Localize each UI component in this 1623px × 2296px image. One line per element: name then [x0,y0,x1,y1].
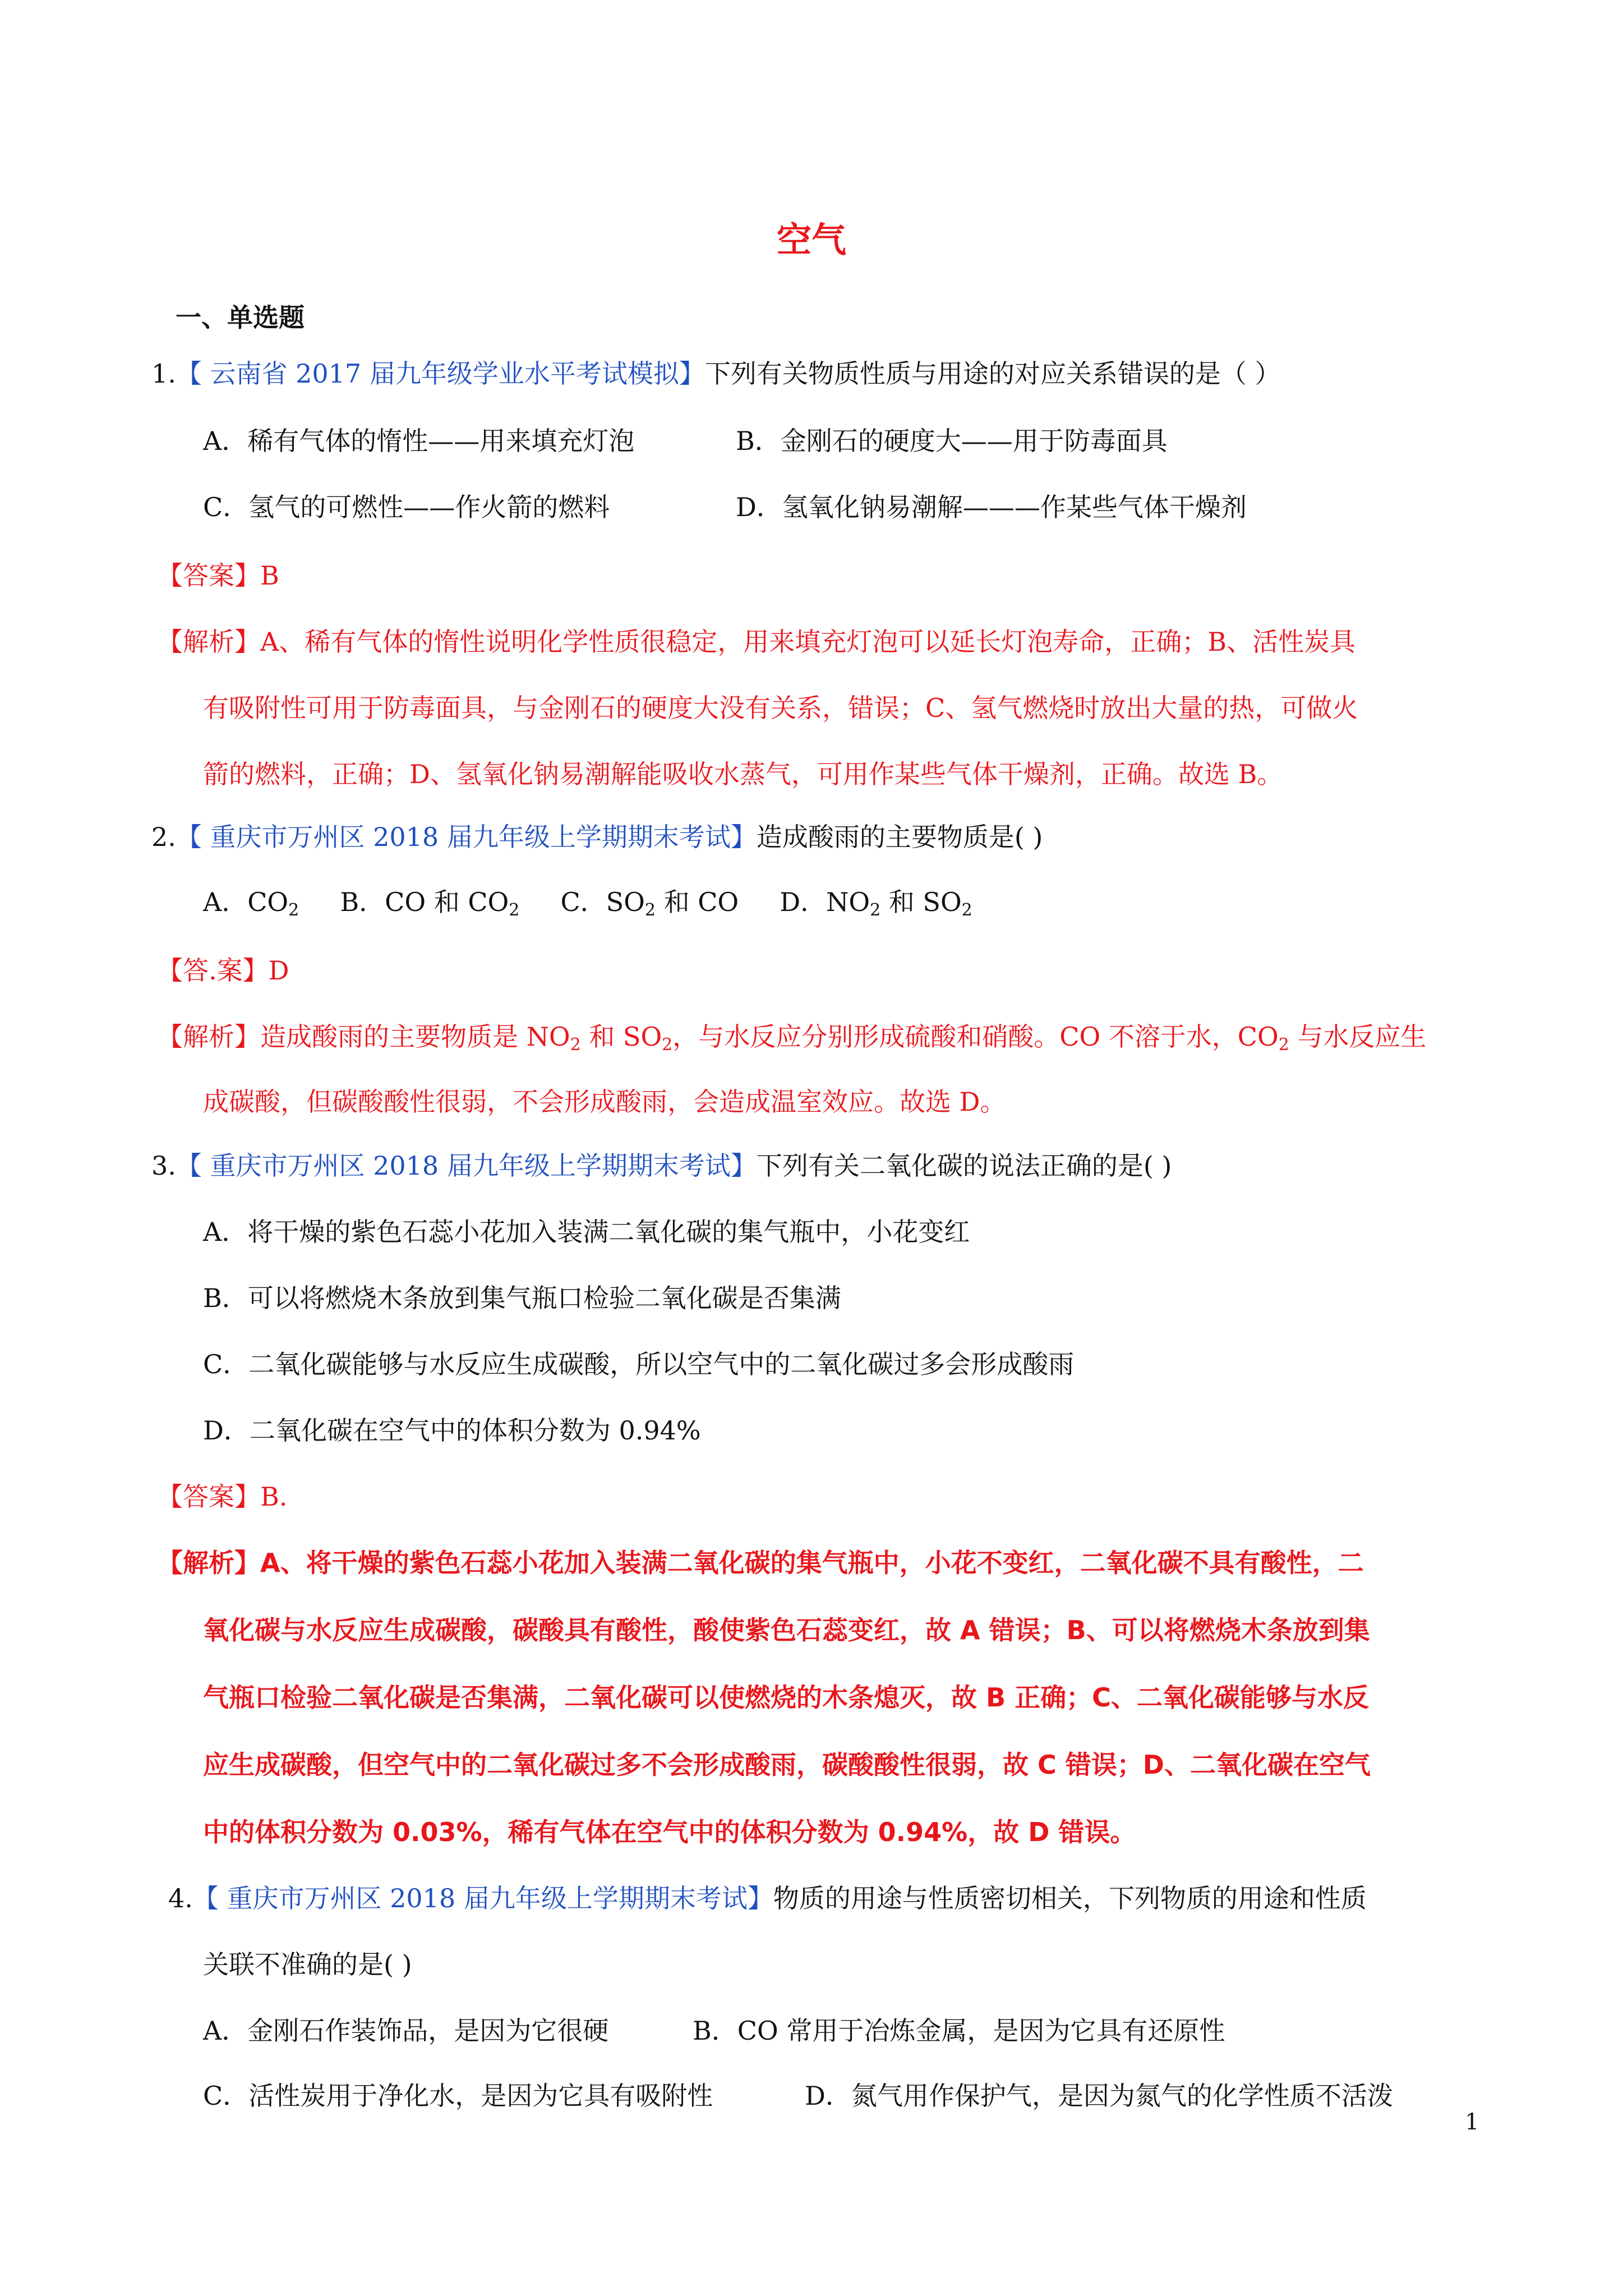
question-number: 3. [151,1151,176,1181]
question-4 [168,1881,1367,1915]
option-a: A．金刚石作装饰品，是因为它很硬 [203,2016,609,2046]
option-c: C．活性炭用于净化水，是因为它具有吸附性 [203,2081,713,2111]
analysis-line [157,1546,1364,1580]
answer-line [157,1480,287,1513]
analysis-label: 【解析】 [157,1022,260,1052]
option-d: D．氮气用作保护气，是因为氮气的化学性质不活泼 [805,2081,1393,2111]
option-a: A．稀有气体的惰性——用来填充灯泡 [203,426,635,456]
answer-line [157,559,279,592]
option-b: B．CO 和 $CO_2$ [340,887,520,920]
question-number: 2. [151,822,176,852]
analysis-label: 【解析】 [157,627,260,657]
option-c: C．$SO_2$ 和 CO [560,887,739,920]
analysis-line [157,625,1355,659]
analysis-text: A、将干燥的紫色石蕊小花加入装满二氧化碳的集气瓶中，小花不变红，二氧化碳不具有酸性，二 [260,1548,1364,1578]
answer-value: D [268,955,289,986]
analysis-line: 【解析】造成酸雨的主要物质是 $NO_2$ 和 $SO_2$，与水反应分别形成硫酸和硝酸。CO 不溶于水，$CO_2$ 与水反应生 [157,1022,1427,1055]
option-d: D．二氧化碳在空气中的体积分数为 0.94% [203,1415,701,1446]
question-stem: 下列有关二氧化碳的说法正确的是( ) [756,1151,1172,1181]
question-source: 【 云南省 2017 届九年级学业水平考试模拟】 [176,358,705,389]
analysis-text: 成碳酸，但碳酸酸性很弱，不会形成酸雨，会造成温室效应。故选 D。 [203,1087,1006,1117]
question-stem: 造成酸雨的主要物质是( ) [756,822,1043,852]
answer-value: B [260,560,279,591]
analysis-text: A、稀有气体的惰性说明化学性质很稳定，用来填充灯泡可以延长灯泡寿命，正确；B、活性炭具 [260,627,1356,657]
answer-label: 【答案】 [157,560,260,591]
page-title: 空气 [776,219,846,260]
section-heading: 一、单选题 [176,302,305,333]
question-number: 1. [151,358,176,389]
answer-label: 【答案】 [157,1481,260,1512]
question-stem: 关联不准确的是( ) [203,1949,412,1980]
option-b: B．金刚石的硬度大——用于防毒面具 [736,426,1168,456]
answer-line [157,954,289,987]
analysis-text: 气瓶口检验二氧化碳是否集满，二氧化碳可以使燃烧的木条熄灭，故 B 正确；C、二氧化碳能够与水反 [203,1682,1369,1713]
options-row [203,885,972,919]
option-d: D．氢氧化钠易潮解———作某些气体干燥剂 [736,492,1247,522]
analysis-label: 【解析】 [157,1548,260,1578]
question-number: 4. [168,1883,193,1913]
option-a: A．$CO_2$ [203,887,299,920]
option-a: A．将干燥的紫色石蕊小花加入装满二氧化碳的集气瓶中，小花变红 [203,1217,970,1247]
answer-value: B. [260,1481,288,1512]
question-3 [151,1149,1172,1182]
question-1 [151,357,1280,390]
option-d: D．$NO_2$ 和 $SO_2$ [780,887,972,920]
analysis-text: 氧化碳与水反应生成碳酸，碳酸具有酸性，酸使紫色石蕊变红，故 A 错误；B、可以将燃烧木条放到集 [203,1615,1370,1645]
analysis-text: 中的体积分数为 0.03%，稀有气体在空气中的体积分数为 0.94%，故 D 错误。 [203,1817,1136,1847]
option-b: B．CO 常用于冶炼金属，是因为它具有还原性 [693,2016,1225,2046]
question-stem: 下列有关物质性质与用途的对应关系错误的是（ ） [704,358,1281,389]
page-number: 1 [1465,2109,1479,2135]
question-source: 【 重庆市万州区 2018 届九年级上学期期末考试】 [176,822,757,852]
analysis-text: 应生成碳酸，但空气中的二氧化碳过多不会形成酸雨，碳酸酸性很弱，故 C 错误；D、二氧化碳在空气 [203,1750,1371,1780]
answer-label: 【答.案】 [157,955,269,986]
question-source: 【 重庆市万州区 2018 届九年级上学期期末考试】 [176,1151,757,1181]
analysis-text: 有吸附性可用于防毒面具，与金刚石的硬度大没有关系，错误；C、氢气燃烧时放出大量的热，可做火 [203,693,1358,723]
analysis-text: 箭的燃料，正确；D、氢氧化钠易潮解能吸收水蒸气，可用作某些气体干燥剂，正确。故选 B。 [203,759,1283,789]
option-c: C．氢气的可燃性——作火箭的燃料 [203,492,610,522]
question-source: 【 重庆市万州区 2018 届九年级上学期期末考试】 [192,1883,773,1913]
question-2 [151,820,1043,854]
question-stem: 物质的用途与性质密切相关，下列物质的用途和性质 [773,1883,1367,1913]
option-c: C．二氧化碳能够与水反应生成碳酸，所以空气中的二氧化碳过多会形成酸雨 [203,1349,1075,1379]
option-b: B．可以将燃烧木条放到集气瓶口检验二氧化碳是否集满 [203,1283,841,1313]
